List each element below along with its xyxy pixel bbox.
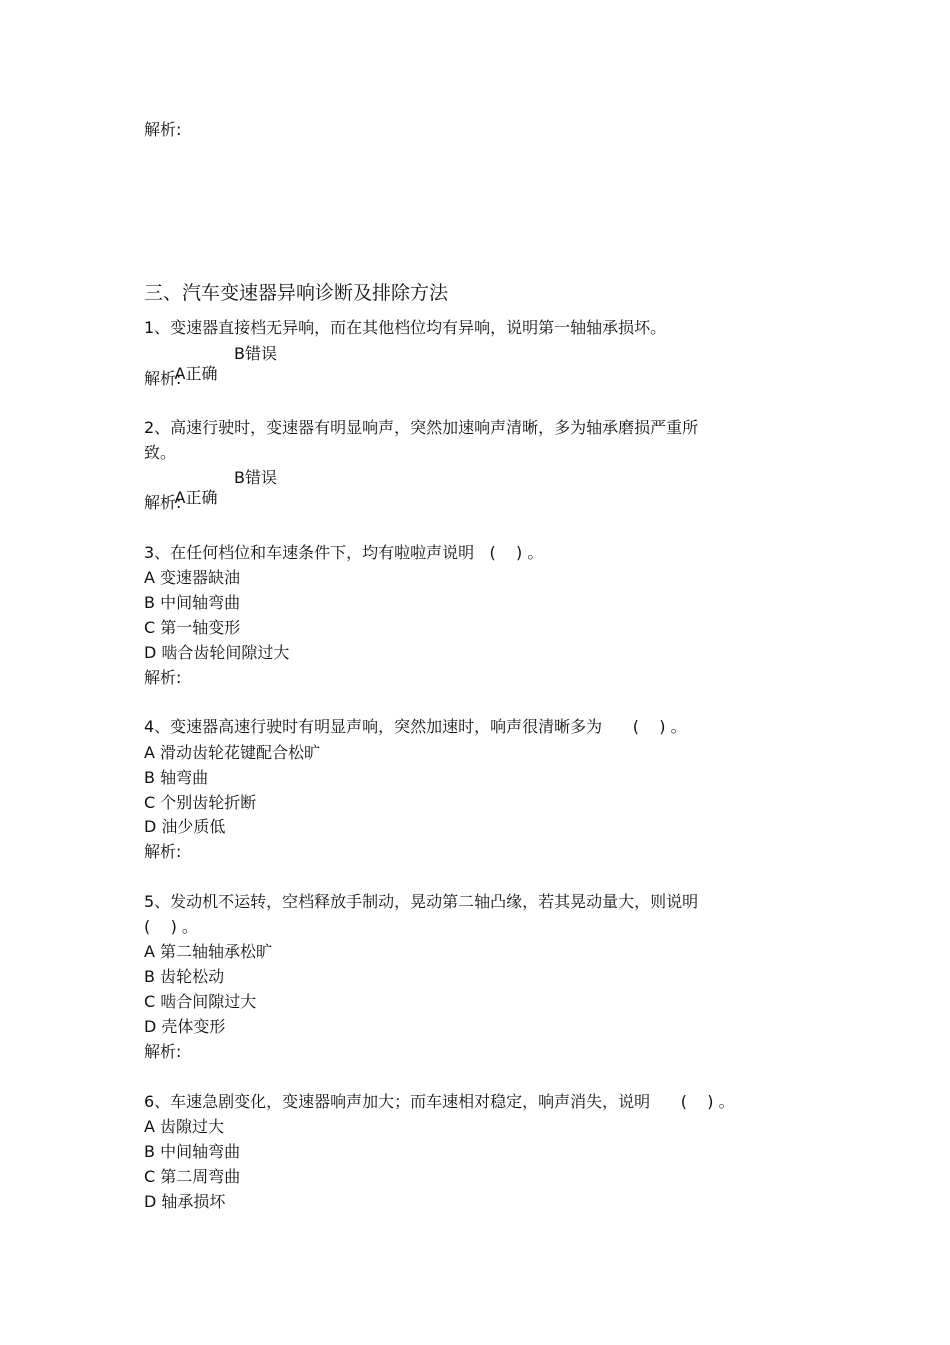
question-3-stem: 3、在任何档位和车速条件下，均有啦啦声说明 ( ) 。	[144, 543, 544, 562]
question-4-option-a: A 滑动齿轮花键配合松旷	[144, 743, 321, 762]
question-5-analysis: 解析:	[144, 1042, 182, 1061]
question-3-option-b: B 中间轴弯曲	[144, 593, 241, 612]
question-2-option-b: B错误	[234, 468, 277, 487]
question-4-stem: 4、变速器高速行驶时有明显声响，突然加速时，响声很清晰多为 ( ) 。	[144, 717, 687, 736]
question-1-stem: 1、变速器直接档无异响，而在其他档位均有异响，说明第一轴轴承损坏。	[144, 318, 667, 337]
question-2-stem-line-2: 致。	[144, 443, 177, 462]
question-6-option-b: B 中间轴弯曲	[144, 1142, 241, 1161]
question-3-option-d: D 啮合齿轮间隙过大	[144, 643, 290, 662]
question-1-option-b: B错误	[234, 344, 277, 363]
question-3-analysis: 解析:	[144, 668, 182, 687]
question-1-option-a: A正确	[174, 364, 218, 383]
section-heading: 三、汽车变速器异响诊断及排除方法	[144, 282, 449, 304]
question-5-option-b: B 齿轮松动	[144, 967, 225, 986]
question-6-option-d: D 轴承损坏	[144, 1192, 226, 1211]
question-2-analysis: 解析:	[144, 493, 182, 512]
question-3-option-a: A 变速器缺油	[144, 568, 241, 587]
question-5-stem-line-2: ( ) 。	[144, 917, 198, 936]
question-5-option-d: D 壳体变形	[144, 1017, 226, 1036]
question-6-option-c: C 第二周弯曲	[144, 1167, 241, 1186]
question-5-stem-line-1: 5、发动机不运转，空档释放手制动，晃动第二轴凸缘，若其晃动量大，则说明	[144, 892, 699, 911]
question-3-option-c: C 第一轴变形	[144, 618, 241, 637]
question-6-stem: 6、车速急剧变化，变速器响声加大；而车速相对稳定，响声消失，说明 ( ) 。	[144, 1092, 735, 1111]
question-4-option-c: C 个别齿轮折断	[144, 793, 257, 812]
question-4-option-d: D 油少质低	[144, 817, 226, 836]
question-5-option-a: A 第二轴轴承松旷	[144, 942, 273, 961]
question-4-option-b: B 轴弯曲	[144, 768, 209, 787]
question-1-analysis: 解析:	[144, 369, 182, 388]
question-6-option-a: A 齿隙过大	[144, 1117, 225, 1136]
question-2-option-a: A正确	[174, 488, 218, 507]
question-2-stem-line-1: 2、高速行驶时，变速器有明显响声，突然加速响声清晰，多为轴承磨损严重所	[144, 418, 699, 437]
question-4-analysis: 解析:	[144, 842, 182, 861]
top-analysis-label: 解析:	[144, 120, 182, 139]
question-5-option-c: C 啮合间隙过大	[144, 992, 257, 1011]
